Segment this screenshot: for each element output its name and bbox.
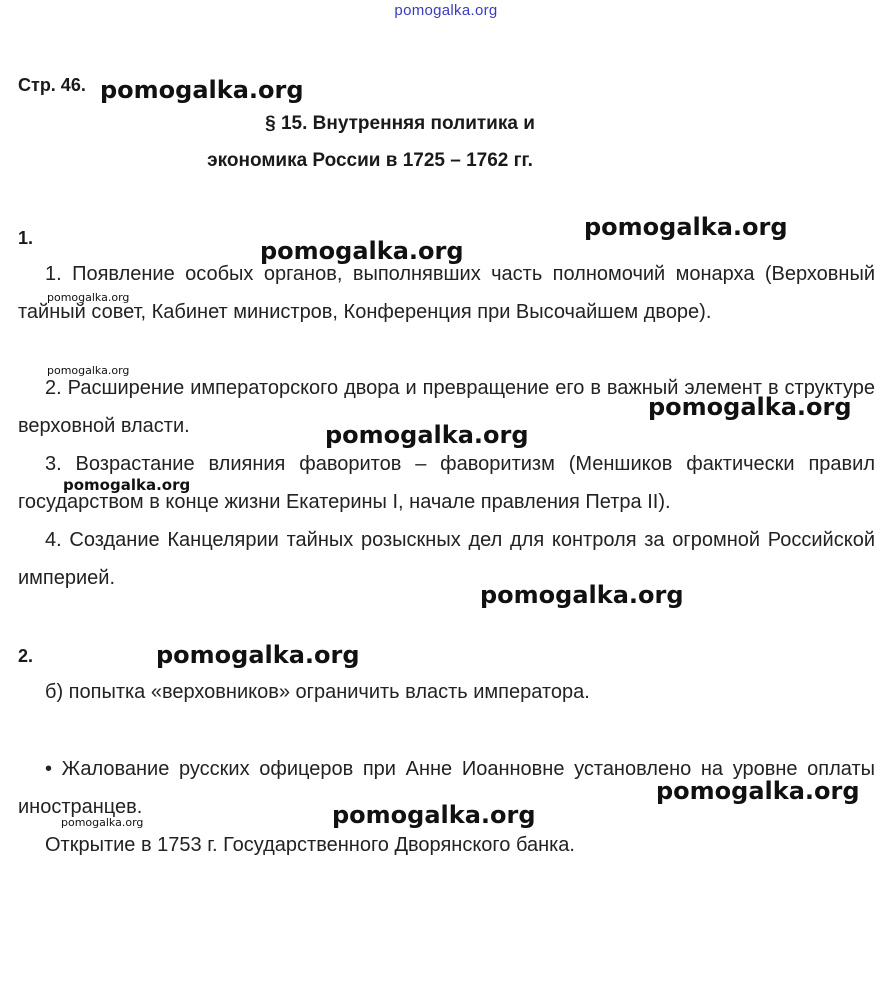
watermark: pomogalka.org [47,291,130,304]
section-title-line1: § 15. Внутренняя политика и [265,113,535,134]
watermark: pomogalka.org [480,581,684,609]
watermark: pomogalka.org [156,641,360,669]
question-1-number: 1. [18,228,34,248]
watermark: pomogalka.org [61,816,144,829]
bullet-text: • Жалование русских офицеров при Анне Иоанновне установлено на уровне оплаты иностранцев. [18,758,875,818]
watermark: pomogalka.org [260,237,464,265]
answer-item-2: 2. Расширение императорского двора и превращение его в важный элемент в структуре верховной власти. [18,377,875,437]
section-title-line2: экономика России в 1725 – 1762 гг. [207,150,533,171]
watermark: pomogalka.org [656,777,860,805]
watermark: pomogalka.org [100,76,304,104]
answer-item-3: 3. Возрастание влияния фаворитов – фаворитизм (Меншиков фактически правил государством в конце жизни Екатерины I, начале правления Петра II). [18,453,875,513]
question-2-number: 2. [18,646,34,666]
answer-q2: б) попытка «верховников» ограничить власть императора. [45,681,590,703]
watermark: pomogalka.org [47,364,130,377]
watermark: pomogalka.org [332,801,536,829]
page-label: Стр. 46. [18,75,86,95]
watermark: pomogalka.org [648,393,852,421]
last-line: Открытие в 1753 г. Государственного Дворянского банка. [45,834,575,856]
header-watermark: pomogalka.org [394,2,498,19]
watermark: pomogalka.org [63,476,191,494]
answer-item-4: 4. Создание Канцелярии тайных розыскных дел для контроля за огромной Российской империей. [18,529,875,589]
watermark: pomogalka.org [584,213,788,241]
watermark: pomogalka.org [325,421,529,449]
answer-item-1: 1. Появление особых органов, выполнявших часть полномочий монарха (Верховный тайный совет, Кабинет министров, Конференция при Высочайшем дворе). [18,263,875,323]
